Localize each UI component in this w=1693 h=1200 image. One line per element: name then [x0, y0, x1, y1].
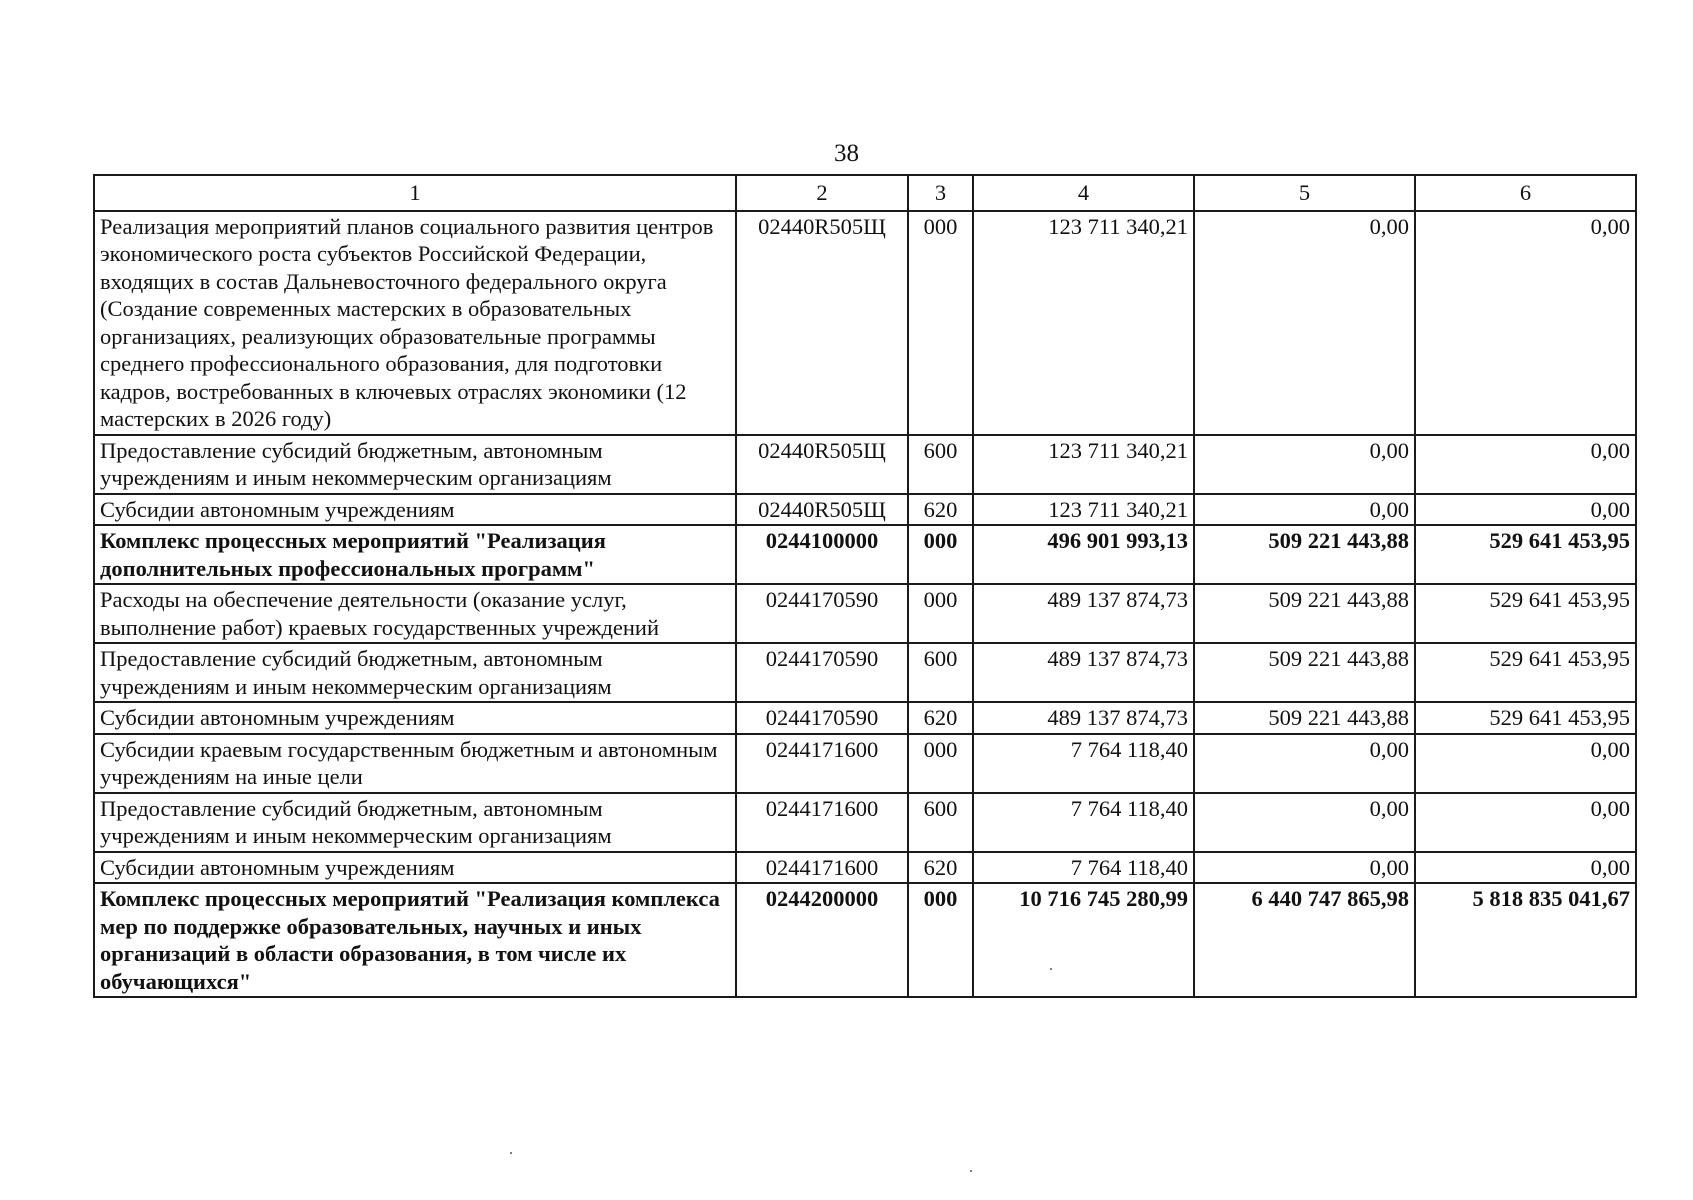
row-code-cell: 02440R505Щ — [736, 435, 908, 494]
table-body — [94, 211, 1636, 998]
row-amount-col4-cell: 7 764 118,40 — [973, 793, 1194, 852]
row-type-cell: 000 — [908, 883, 973, 997]
row-amount-col6-cell: 0,00 — [1415, 852, 1636, 884]
row-code-cell: 0244171600 — [736, 793, 908, 852]
row-amount-col4-cell: 123 711 340,21 — [973, 435, 1194, 494]
row-amount-col6-cell: 529 641 453,95 — [1415, 525, 1636, 584]
header-col-6: 6 — [1415, 175, 1636, 211]
row-type-cell: 000 — [908, 734, 973, 793]
header-col-1: 1 — [94, 175, 736, 211]
table-row — [94, 883, 1636, 997]
table-row — [94, 435, 1636, 494]
table-row — [94, 734, 1636, 793]
row-amount-col4-cell: 489 137 874,73 — [973, 584, 1194, 643]
table-row — [94, 584, 1636, 643]
table-row — [94, 494, 1636, 526]
header-col-2: 2 — [736, 175, 908, 211]
row-amount-col4-cell: 10 716 745 280,99 — [973, 883, 1194, 997]
row-code-cell: 0244200000 — [736, 883, 908, 997]
row-amount-col4-cell: 123 711 340,21 — [973, 494, 1194, 526]
row-code-cell: 0244171600 — [736, 734, 908, 793]
row-type-cell: 600 — [908, 435, 973, 494]
row-name-cell: Субсидии автономным учреждениям — [94, 852, 736, 884]
row-code-cell: 0244100000 — [736, 525, 908, 584]
row-name-cell: Субсидии автономным учреждениям — [94, 702, 736, 734]
row-name-cell: Предоставление субсидий бюджетным, автономным учреждениям и иным некоммерческим организациям — [94, 643, 736, 702]
row-amount-col5-cell: 0,00 — [1194, 852, 1415, 884]
row-amount-col6-cell: 529 641 453,95 — [1415, 584, 1636, 643]
row-amount-col6-cell: 0,00 — [1415, 435, 1636, 494]
row-amount-col4-cell: 489 137 874,73 — [973, 702, 1194, 734]
row-amount-col5-cell: 6 440 747 865,98 — [1194, 883, 1415, 997]
row-type-cell: 620 — [908, 852, 973, 884]
row-amount-col6-cell: 5 818 835 041,67 — [1415, 883, 1636, 997]
row-type-cell: 000 — [908, 211, 973, 435]
row-amount-col6-cell: 0,00 — [1415, 211, 1636, 435]
scan-speck — [1050, 968, 1052, 970]
table-row — [94, 702, 1636, 734]
row-code-cell: 02440R505Щ — [736, 211, 908, 435]
scan-speck — [970, 1170, 972, 1172]
row-amount-col4-cell: 489 137 874,73 — [973, 643, 1194, 702]
row-name-cell: Субсидии автономным учреждениям — [94, 494, 736, 526]
row-amount-col6-cell: 0,00 — [1415, 793, 1636, 852]
row-type-cell: 000 — [908, 584, 973, 643]
row-code-cell: 0244170590 — [736, 584, 908, 643]
row-amount-col4-cell: 496 901 993,13 — [973, 525, 1194, 584]
row-amount-col6-cell: 529 641 453,95 — [1415, 702, 1636, 734]
row-amount-col4-cell: 123 711 340,21 — [973, 211, 1194, 435]
row-name-cell: Комплекс процессных мероприятий "Реализация дополнительных профессиональных программ" — [94, 525, 736, 584]
row-amount-col5-cell: 509 221 443,88 — [1194, 525, 1415, 584]
header-col-4: 4 — [973, 175, 1194, 211]
row-name-cell: Расходы на обеспечение деятельности (оказание услуг, выполнение работ) краевых государственных учреждений — [94, 584, 736, 643]
row-amount-col5-cell: 509 221 443,88 — [1194, 584, 1415, 643]
row-type-cell: 600 — [908, 793, 973, 852]
row-name-cell: Предоставление субсидий бюджетным, автономным учреждениям и иным некоммерческим организациям — [94, 793, 736, 852]
row-code-cell: 0244171600 — [736, 852, 908, 884]
page-number: 38 — [834, 140, 859, 167]
row-amount-col5-cell: 0,00 — [1194, 734, 1415, 793]
row-amount-col5-cell: 509 221 443,88 — [1194, 702, 1415, 734]
header-col-5: 5 — [1194, 175, 1415, 211]
row-amount-col6-cell: 0,00 — [1415, 734, 1636, 793]
row-name-cell: Комплекс процессных мероприятий "Реализация комплекса мер по поддержке образовательных, научных и иных организаций в области образования, в том числе их обучающихся" — [94, 883, 736, 997]
row-amount-col6-cell: 0,00 — [1415, 494, 1636, 526]
table-row — [94, 643, 1636, 702]
row-amount-col5-cell: 0,00 — [1194, 494, 1415, 526]
row-amount-col5-cell: 0,00 — [1194, 793, 1415, 852]
row-type-cell: 600 — [908, 643, 973, 702]
row-type-cell: 000 — [908, 525, 973, 584]
row-amount-col4-cell: 7 764 118,40 — [973, 852, 1194, 884]
row-code-cell: 02440R505Щ — [736, 494, 908, 526]
budget-table — [93, 174, 1637, 998]
row-name-cell: Субсидии краевым государственным бюджетным и автономным учреждениям на иные цели — [94, 734, 736, 793]
table-row — [94, 852, 1636, 884]
row-amount-col4-cell: 7 764 118,40 — [973, 734, 1194, 793]
table-row — [94, 525, 1636, 584]
row-code-cell: 0244170590 — [736, 643, 908, 702]
row-name-cell: Предоставление субсидий бюджетным, автономным учреждениям и иным некоммерческим организациям — [94, 435, 736, 494]
row-type-cell: 620 — [908, 702, 973, 734]
row-code-cell: 0244170590 — [736, 702, 908, 734]
table-row — [94, 793, 1636, 852]
row-amount-col5-cell: 0,00 — [1194, 435, 1415, 494]
row-amount-col5-cell: 0,00 — [1194, 211, 1415, 435]
row-amount-col6-cell: 529 641 453,95 — [1415, 643, 1636, 702]
table-row — [94, 211, 1636, 435]
row-type-cell: 620 — [908, 494, 973, 526]
scan-speck — [510, 1152, 512, 1154]
row-amount-col5-cell: 509 221 443,88 — [1194, 643, 1415, 702]
row-name-cell: Реализация мероприятий планов социального развития центров экономического роста субъектов Российской Федерации, входящих в состав Дальневосточного федерального округа (Создание современных мастерских в образовательных организациях, реализующих образовательные программы среднего профессионального образования, для подготовки кадров, востребованных в ключевых отраслях экономики (12 мастерских в 2026 году) — [94, 211, 736, 435]
header-row — [94, 175, 1636, 211]
header-col-3: 3 — [908, 175, 973, 211]
